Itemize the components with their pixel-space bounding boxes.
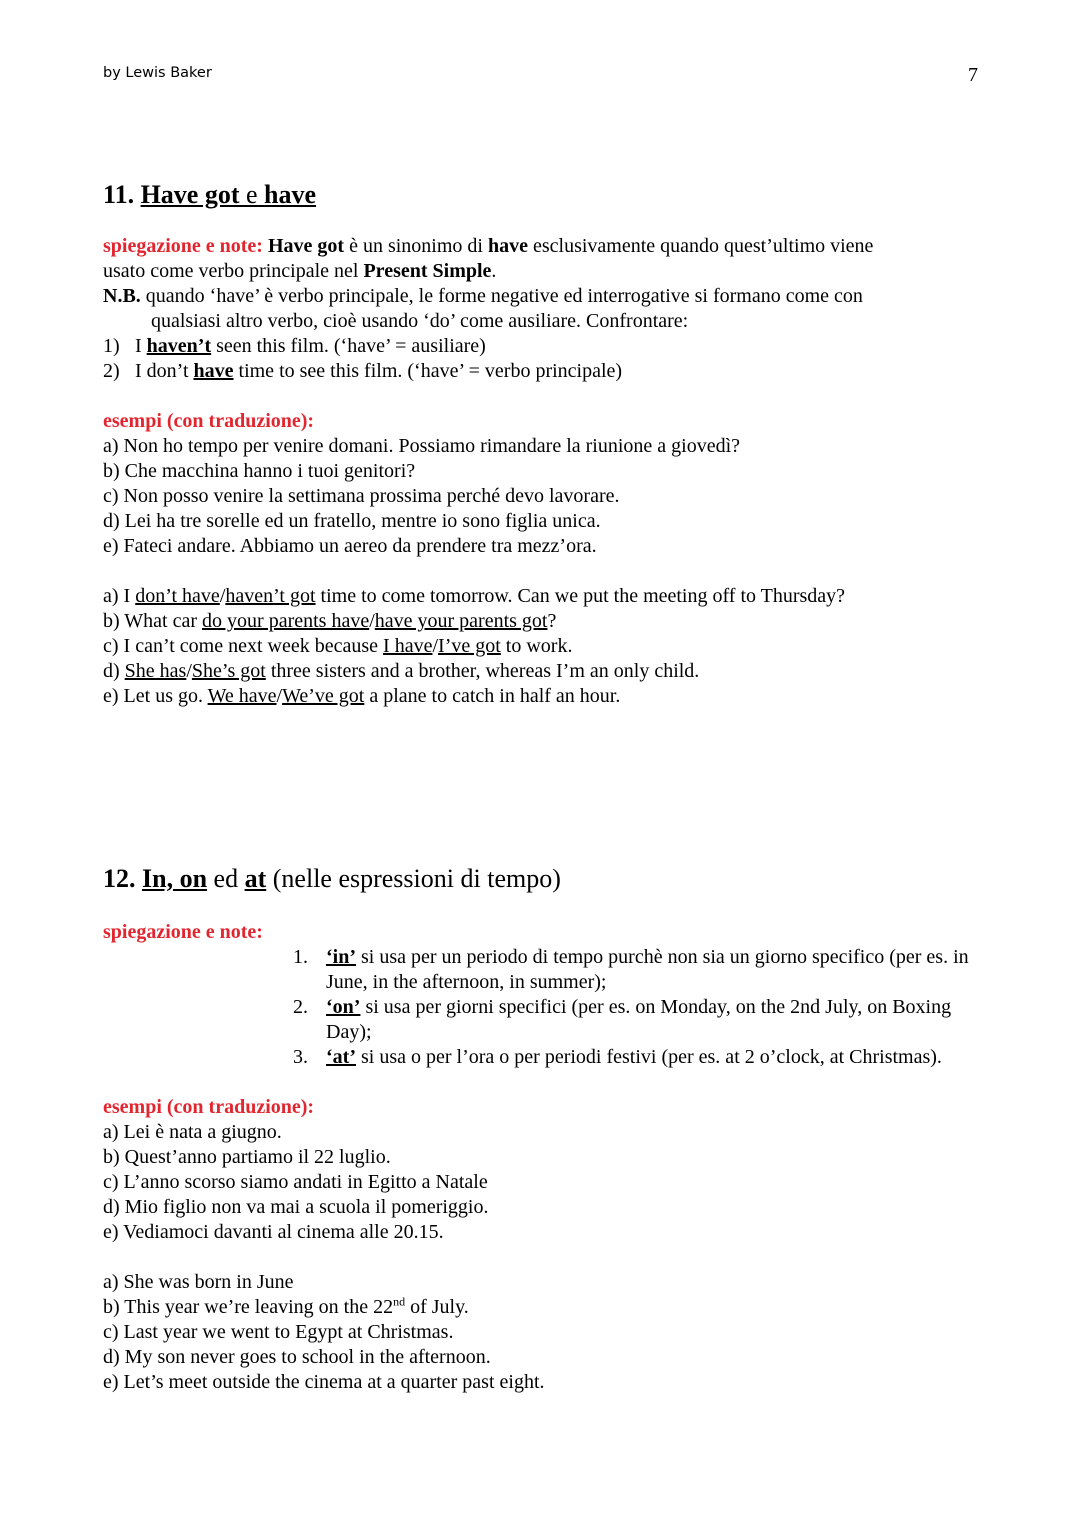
list-item: 2. ‘on’ si usa per giorni specifici (per es. on Monday, on the 2nd July, on Boxing Day); [293,996,952,1043]
english-example: e) Let’s meet outside the cinema at a quarter past eight. [103,1371,545,1393]
notes-label: spiegazione e note: [103,921,263,943]
nb-line-2: qualsiasi altro verbo, cioè usando ‘do’ come ausiliare. Confrontare: [151,310,689,332]
section-12 [103,862,983,1395]
notes-line-2: usato come verbo principale nel Present Simple. [103,260,497,282]
rules-list [293,945,973,1070]
notes-label: spiegazione e note: [103,235,263,257]
title-have-got: Have got [140,180,240,209]
english-example: a) I don’t have/haven’t got time to come tomorrow. Can we put the meeting off to Thursday? [103,585,846,607]
author: by Lewis Baker [103,65,212,81]
compare-list [103,334,983,384]
examples-label: esempi (con traduzione): [103,410,315,432]
section-11 [103,178,983,709]
title-ed: ed [213,864,239,893]
italian-example: a) Non ho tempo per venire domani. Possiamo rimandare la riunione a giovedì? [103,435,741,457]
title-rest: (nelle espressioni di tempo) [272,864,561,893]
english-example: c) I can’t come next week because I have/I’ve got to work. [103,635,573,657]
italian-example: e) Vediamoci davanti al cinema alle 20.15. [103,1221,444,1243]
english-example: c) Last year we went to Egypt at Christmas. [103,1321,454,1343]
nb-label: N.B. [103,285,141,307]
section-12-title [103,862,983,896]
title-have: have [264,180,317,209]
list-item: 1. ‘in’ si usa per un periodo di tempo purchè non sia un giorno specifico (per es. in June, in the afternoon, in summer); [293,946,969,993]
english-example: e) Let us go. We have/We’ve got a plane to catch in half an hour. [103,685,621,707]
section-number: 11. [103,180,135,209]
section-number: 12. [103,864,136,893]
english-example: d) My son never goes to school in the afternoon. [103,1346,491,1368]
italian-example: e) Fateci andare. Abbiamo un aereo da prendere tra mezz’ora. [103,535,597,557]
notes-label-line [103,920,983,945]
italian-example: a) Lei è nata a giugno. [103,1121,282,1143]
examples-label: esempi (con traduzione): [103,1096,315,1118]
notes-line-1: spiegazione e note: Have got è un sinonimo di have esclusivamente quando quest’ultimo viene [103,235,874,257]
title-in-on: In, on [142,864,208,893]
list-item: 1) I haven’t seen this film. (‘have’ = ausiliare) [103,335,486,357]
english-example: d) She has/She’s got three sisters and a brother, whereas I’m an only child. [103,660,700,682]
section-11-title [103,178,983,212]
nb-line-1: N.B. quando ‘have’ è verbo principale, le forme negative ed interrogative si formano come con [103,285,863,307]
italian-example: b) Quest’anno partiamo il 22 luglio. [103,1146,391,1168]
english-example: b) What car do your parents have/have your parents got? [103,610,557,632]
page-header [103,65,980,89]
italian-example: d) Lei ha tre sorelle ed un fratello, mentre io sono figlia unica. [103,510,601,532]
english-example: b) This year we’re leaving on the 22nd of July. [103,1294,469,1318]
italian-example: b) Che macchina hanno i tuoi genitori? [103,460,416,482]
title-at: at [244,864,267,893]
page-number: 7 [968,64,978,86]
italian-example: c) L’anno scorso siamo andati in Egitto a Natale [103,1171,488,1193]
list-item: 3. ‘at’ si usa o per l’ora o per periodi festivi (per es. at 2 o’clock, at Christmas). [293,1046,942,1068]
english-example: a) She was born in June [103,1271,294,1293]
title-e: e [246,180,258,209]
list-item: 2) I don’t have time to see this film. (‘have’ = verbo principale) [103,360,623,382]
italian-example: c) Non posso venire la settimana prossima perché devo lavorare. [103,485,620,507]
italian-example: d) Mio figlio non va mai a scuola il pomeriggio. [103,1196,489,1218]
